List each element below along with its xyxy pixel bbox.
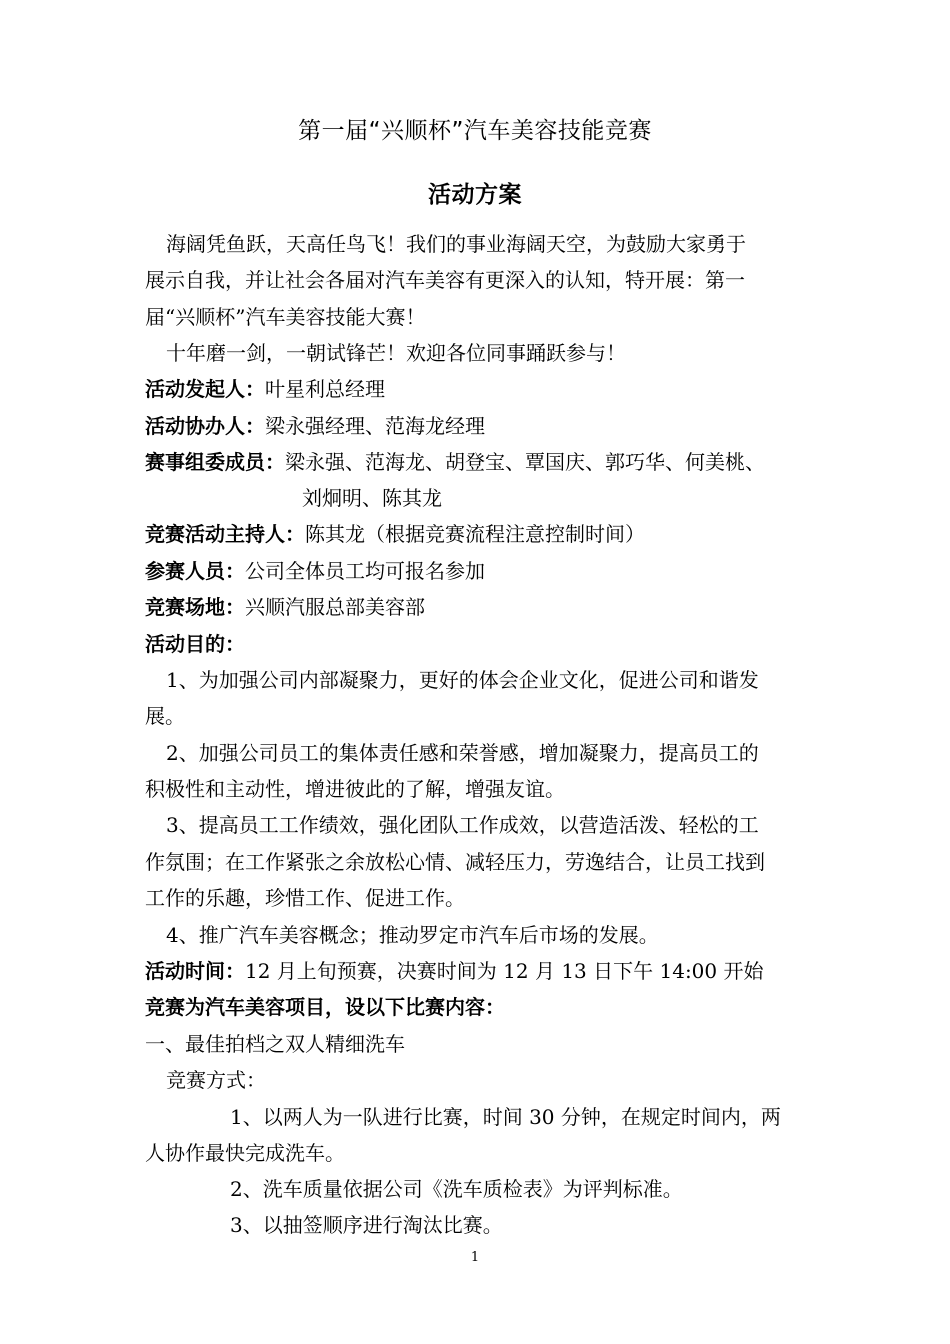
time-label: 活动时间：	[145, 959, 245, 983]
purpose-2-line-1: 2、加强公司员工的集体责任感和荣誉感，增加凝聚力，提高员工的	[166, 741, 759, 765]
document-subtitle: 活动方案	[428, 182, 522, 208]
purpose-3-line-3: 工作的乐趣，珍惜工作、促进工作。	[145, 886, 465, 910]
intro-line-3: 届“兴顺杯”汽车美容技能大赛！	[145, 305, 426, 329]
time-value: 12 月上旬预赛，决赛时间为 12 月 13 日下午 14:00 开始	[245, 959, 764, 983]
contest-item-1: 一、最佳拍档之双人精细洗车	[145, 1032, 405, 1056]
purpose-heading: 活动目的：	[145, 632, 245, 656]
method-label: 竞赛方式：	[166, 1068, 266, 1092]
initiator-row	[145, 376, 385, 402]
host-value: 陈其龙（根据竞赛流程注意控制时间）	[305, 522, 645, 546]
purpose-1-line-1: 1、为加强公司内部凝聚力，更好的体会企业文化，促进公司和谐发	[166, 668, 759, 692]
participants-label: 参赛人员：	[145, 559, 245, 583]
time-row	[145, 958, 764, 984]
committee-value-continued: 刘炯明、陈其龙	[302, 486, 442, 510]
contest-heading: 竞赛为汽车美容项目，设以下比赛内容：	[145, 995, 505, 1019]
page-number: 1	[470, 1250, 480, 1265]
initiator-value: 叶星利总经理	[265, 377, 385, 401]
participants-row	[145, 558, 485, 584]
committee-value: 梁永强、范海龙、胡登宝、覃国庆、郭巧华、何美桃、	[285, 450, 765, 474]
committee-label: 赛事组委成员：	[145, 450, 285, 474]
participants-value: 公司全体员工均可报名参加	[245, 559, 485, 583]
document-title: 第一届“兴顺杯”汽车美容技能竞赛	[298, 118, 652, 144]
rule-3: 3、以抽签顺序进行淘汰比赛。	[230, 1213, 503, 1237]
intro-line-4: 十年磨一剑，一朝试锋芒！欢迎各位同事踊跃参与！	[166, 341, 626, 365]
purpose-3-line-1: 3、提高员工工作绩效，强化团队工作成效，以营造活泼、轻松的工	[166, 813, 759, 837]
venue-value: 兴顺汽服总部美容部	[245, 595, 425, 619]
rule-1-line-2: 人协作最快完成洗车。	[145, 1141, 345, 1165]
purpose-1-line-2: 展。	[145, 704, 185, 728]
purpose-2-line-2: 积极性和主动性，增进彼此的了解，增强友谊。	[145, 777, 565, 801]
venue-row	[145, 594, 425, 620]
host-label: 竞赛活动主持人：	[145, 522, 305, 546]
rule-2: 2、洗车质量依据公司《洗车质检表》为评判标准。	[230, 1177, 683, 1201]
co-organizer-row	[145, 413, 485, 439]
intro-line-2: 展示自我，并让社会各届对汽车美容有更深入的认知，特开展：第一	[145, 268, 745, 292]
rule-1-line-1: 1、以两人为一队进行比赛，时间 30 分钟，在规定时间内，两	[230, 1105, 781, 1129]
intro-line-1: 海阔凭鱼跃，天高任鸟飞！我们的事业海阔天空，为鼓励大家勇于	[166, 232, 746, 256]
venue-label: 竞赛场地：	[145, 595, 245, 619]
purpose-3-line-2: 作氛围；在工作紧张之余放松心情、减轻压力，劳逸结合，让员工找到	[145, 850, 765, 874]
committee-row	[145, 449, 765, 475]
co-organizer-label: 活动协办人：	[145, 414, 265, 438]
initiator-label: 活动发起人：	[145, 377, 265, 401]
purpose-4: 4、推广汽车美容概念；推动罗定市汽车后市场的发展。	[166, 923, 659, 947]
host-row	[145, 521, 645, 547]
co-organizer-value: 梁永强经理、范海龙经理	[265, 414, 485, 438]
